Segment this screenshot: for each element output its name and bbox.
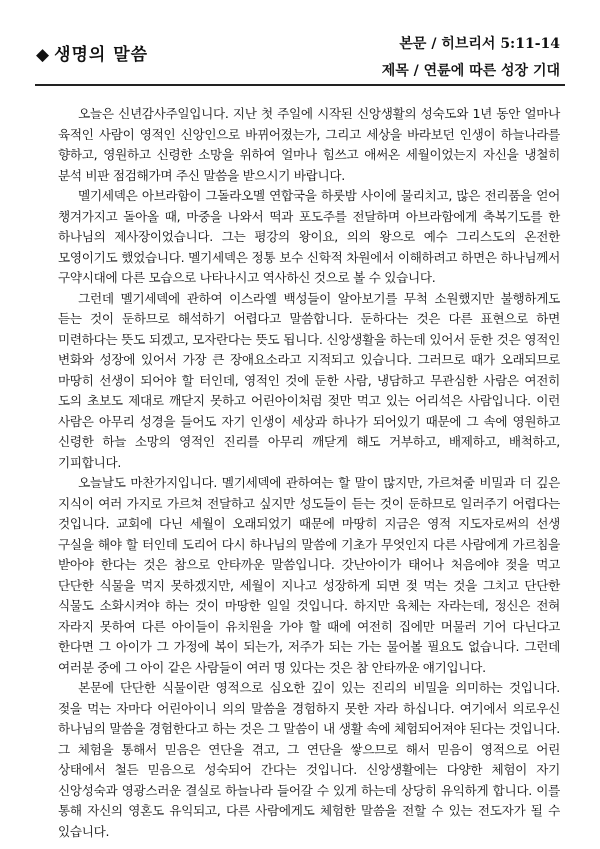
section-title [36, 40, 148, 65]
scripture-value: 히브리서 5:11-14 [441, 36, 560, 52]
paragraph-1: 오늘은 신년감사주일입니다. 지난 첫 주일에 시작된 신앙생활의 성숙도와 1년 동안 얼마나 육적인 사람이 영적인 신앙인으로 바뀌어졌는가, 그리고 세상을 바라보던 인생이 하늘나라를 향하고, 영원하고 신령한 소망을 위하여 얼마나 힘쓰고 애써온 세월이었는지 자신을 냉철히 분석 비판 점검해가며 주신 말씀을 받으시기 바랍니다. [58, 106, 560, 183]
section-title-text: 생명의 말씀 [54, 45, 149, 65]
sermon-body [58, 104, 560, 842]
header-divider [35, 84, 565, 86]
topic-separator: / [413, 63, 419, 79]
sermon-topic [382, 60, 560, 80]
topic-label: 제목 [381, 63, 409, 79]
scripture-separator: / [431, 36, 437, 52]
scripture-label: 본문 [399, 36, 427, 52]
topic-value: 연륜에 따른 성장 기대 [423, 63, 560, 79]
paragraph-4: 오늘날도 마찬가지입니다. 멜기세덱에 관하여는 할 말이 많지만, 가르쳐줄 비밀과 더 깊은 지식이 여러 가지로 가르쳐 전달하고 싶지만 성도들이 듣는 것이 둔하므로 일러주기 어렵다는 것입니다. 교회에 다닌 세월이 오래되었기 때문에 마땅히 지금은 영적 지도자로써의 선생 구실을 해야 할 터인데 도리어 다시 하나님의 말씀에 기초가 무엇인지 다른 사람에게 가르침을 받아야 한다는 것은 참으로 안타까운 말씀입니다. 갓난아이가 태어나 처음에야 젖을 먹고 단단한 식물을 먹지 못하겠지만, 세월이 지나고 성장하게 되면 젖 먹는 것을 그치고 단단한 식물도 소화시켜야 하는 것이 마땅한 일일 것입니다. 하지만 육체는 자라는데, 정신은 전혀 자라지 못하여 다른 아이들이 유치원을 가야 할 때에 여전히 집에만 머물러 기어 다닌다고 한다면 그 아이가 그 가정에 복이 되는가, 저주가 되는 가는 물어볼 필요도 없습니다. 그런데 여러분 중에 그 아이 같은 사람들이 여러 명 있다는 것은 참 안타까운 얘기입니다. [58, 475, 560, 675]
paragraph-3: 그런데 멜기세덱에 관하여 이스라엘 백성들이 알아보기를 무척 소원했지만 불행하게도 듣는 것이 둔하므로 해석하기 어렵다고 말씀합니다. 둔하다는 것은 다른 표현으로 하면 미련하다는 뜻도 되겠고, 모자란다는 뜻도 됩니다. 신앙생활을 하는데 있어서 둔한 것은 영적인 변화와 성장에 있어서 가장 큰 장애요소라고 지적되고 있습니다. 그러므로 때가 오래되므로 마땅히 선생이 되어야 할 터인데, 영적인 것에 둔한 사람, 냉담하고 무관심한 사람은 여전히 도의 초보도 제대로 깨닫지 못하고 어린아이처럼 젖만 먹고 있는 어리석은 사람입니다. 이런 사람은 아무리 성경을 들어도 자기 인생이 세상과 하나가 되어있기 때문에 그 속에 영원하고 신령한 하늘 소망의 영적인 진리를 아무리 깨닫게 해도 거부하고, 배제하고, 배척하고, 기피합니다. [58, 290, 560, 470]
paragraph-5: 본문에 단단한 식물이란 영적으로 심오한 깊이 있는 진리의 비밀을 의미하는 것입니다. 젖을 먹는 자마다 어린아이니 의의 말씀을 경험하지 못한 자라 하십니다. 여기에서 의로우신 하나님의 말씀을 경험한다고 하는 것은 그 말씀이 내 생활 속에 체험되어져야 된다는 것입니다. 그 체험을 통해서 믿음은 연단을 겪고, 그 연단을 쌓으므로 해서 믿음이 영적으로 어린 상태에서 철든 믿음으로 성숙되어 간다는 것입니다. 신앙생활에는 다양한 체험이 자기 신앙성숙과 영광스러운 결실로 하늘나라 들어갈 수 있게 하는데 상당히 유익하게 합니다. 이를 통해 자신의 영혼도 유익되고, 다른 사람에게도 체험한 말씀을 전할 수 있는 전도자가 될 수 있습니다. [58, 680, 560, 839]
paragraph-2: 멜기세덱은 아브라함이 그돌라오멜 연합국을 하룻밤 사이에 물리치고, 많은 전리품을 얻어 챙겨가지고 돌아올 때, 마중을 나와서 떡과 포도주를 전달하며 아브라함에게 축복기도를 한 하나님의 제사장이었습니다. 그는 평강의 왕이요, 의의 왕으로 예수 그리스도의 온전한 모영이기도 했었습니다. 멜기세덱은 정통 보수 신학적 차원에서 이해하려고 하면은 하나님께서 구약시대에 다른 모습으로 나타나시고 역사하신 것으로 볼 수 있습니다. [58, 188, 560, 285]
diamond-bullet-icon: ◆ [36, 45, 51, 65]
scripture-reference [399, 33, 560, 53]
